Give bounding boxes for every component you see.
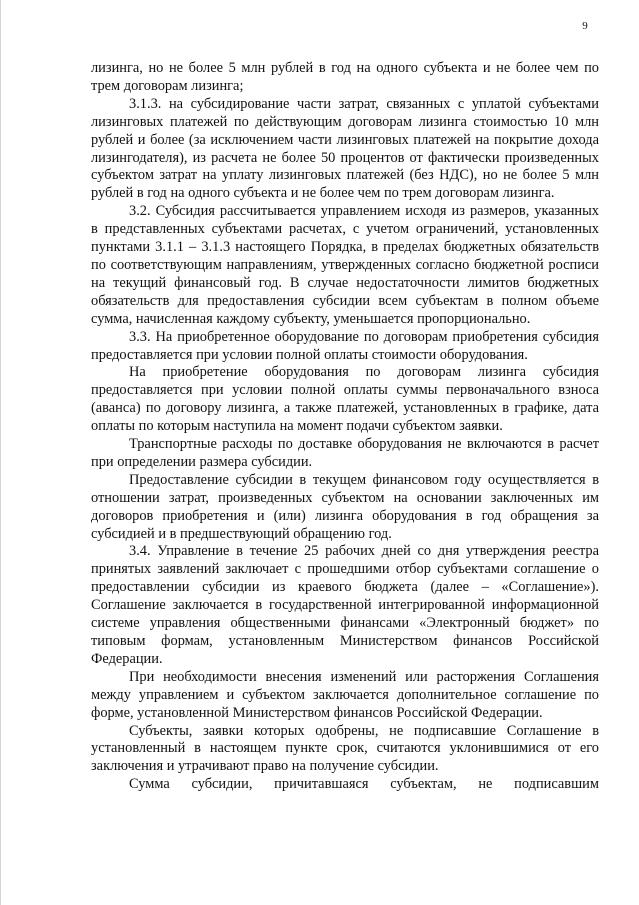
paragraph: 3.1.3. на субсидирование части затрат, связанных с уплатой субъектами лизинговых платежей по действующим договорам лизинга стоимостью 10 млн рублей и более (за исключением части лизинговых платежей на покрытие дохода лизингодателя), из расчета не более 50 процентов от фактически произведенных субъектом затрат на уплату лизинговых платежей (без НДС), но не более 5 млн рублей в год на одного субъекта и не более чем по трем договорам лизинга. [91,95,599,202]
paragraph: 3.2. Субсидия рассчитывается управлением исходя из размеров, указанных в представленных субъектами расчетах, с учетом ограничений, установленных пунктами 3.1.1 – 3.1.3 настоящего Порядка, в пределах бюджетных обязательств по соответствующим направлениям, утвержденных согласно бюджетной росписи на текущий финансовый год. В случае недостаточности лимитов бюджетных обязательств для предоставления субсидии всем субъектам в полном объеме сумма, начисленная каждому субъекту, уменьшается пропорционально. [91,203,599,327]
scan-edge [0,0,1,905]
paragraph: лизинга, но не более 5 млн рублей в год на одного субъекта и не более чем по трем договорам лизинга; [91,60,599,94]
page-number: 9 [582,20,588,32]
paragraph: 3.3. На приобретенное оборудование по договорам приобретения субсидия предоставляется при условии полной оплаты стоимости оборудования. [91,328,599,363]
document-body [91,60,599,794]
paragraph: Предоставление субсидии в текущем финансовом году осуществляется в отношении затрат, произведенных субъектом на основании заключенных им договоров приобретения и (или) лизинга оборудования в год обращения за субсидией и в предшествующий обращению год. [91,471,599,542]
paragraph: Транспортные расходы по доставке оборудования не включаются в расчет при определении размера субсидии. [91,436,599,470]
paragraph: 3.4. Управление в течение 25 рабочих дней со дня утверждения реестра принятых заявлений заключает с прошедшими отбор субъектами соглашение о предоставлении субсидии из краевого бюджета (далее – «Соглашение»). Соглашение заключается в государственной интегрированной информационной системе управления общественными финансами «Электронный бюджет» по типовым формам, установленным Министерством финансов Российской Федерации. [91,543,599,667]
paragraph: Субъекты, заявки которых одобрены, не подписавшие Соглашение в установленный в настоящем пункте срок, считаются уклонившимися от его заключения и утрачивают право на получение субсидии. [91,722,599,775]
paragraph: Сумма субсидии, причитавшаяся субъектам, не подписавшим [129,776,599,793]
paragraph: При необходимости внесения изменений или расторжения Соглашения между управлением и субъектом заключается дополнительное соглашение по форме, установленной Министерством финансов Российской Федерации. [91,668,599,721]
paragraph: На приобретение оборудования по договорам лизинга субсидия предоставляется при условии полной оплаты суммы первоначального взноса (аванса) по договору лизинга, а также платежей, установленных в графике, дата оплаты по которым наступила на момент подачи субъектом заявки. [91,364,599,435]
